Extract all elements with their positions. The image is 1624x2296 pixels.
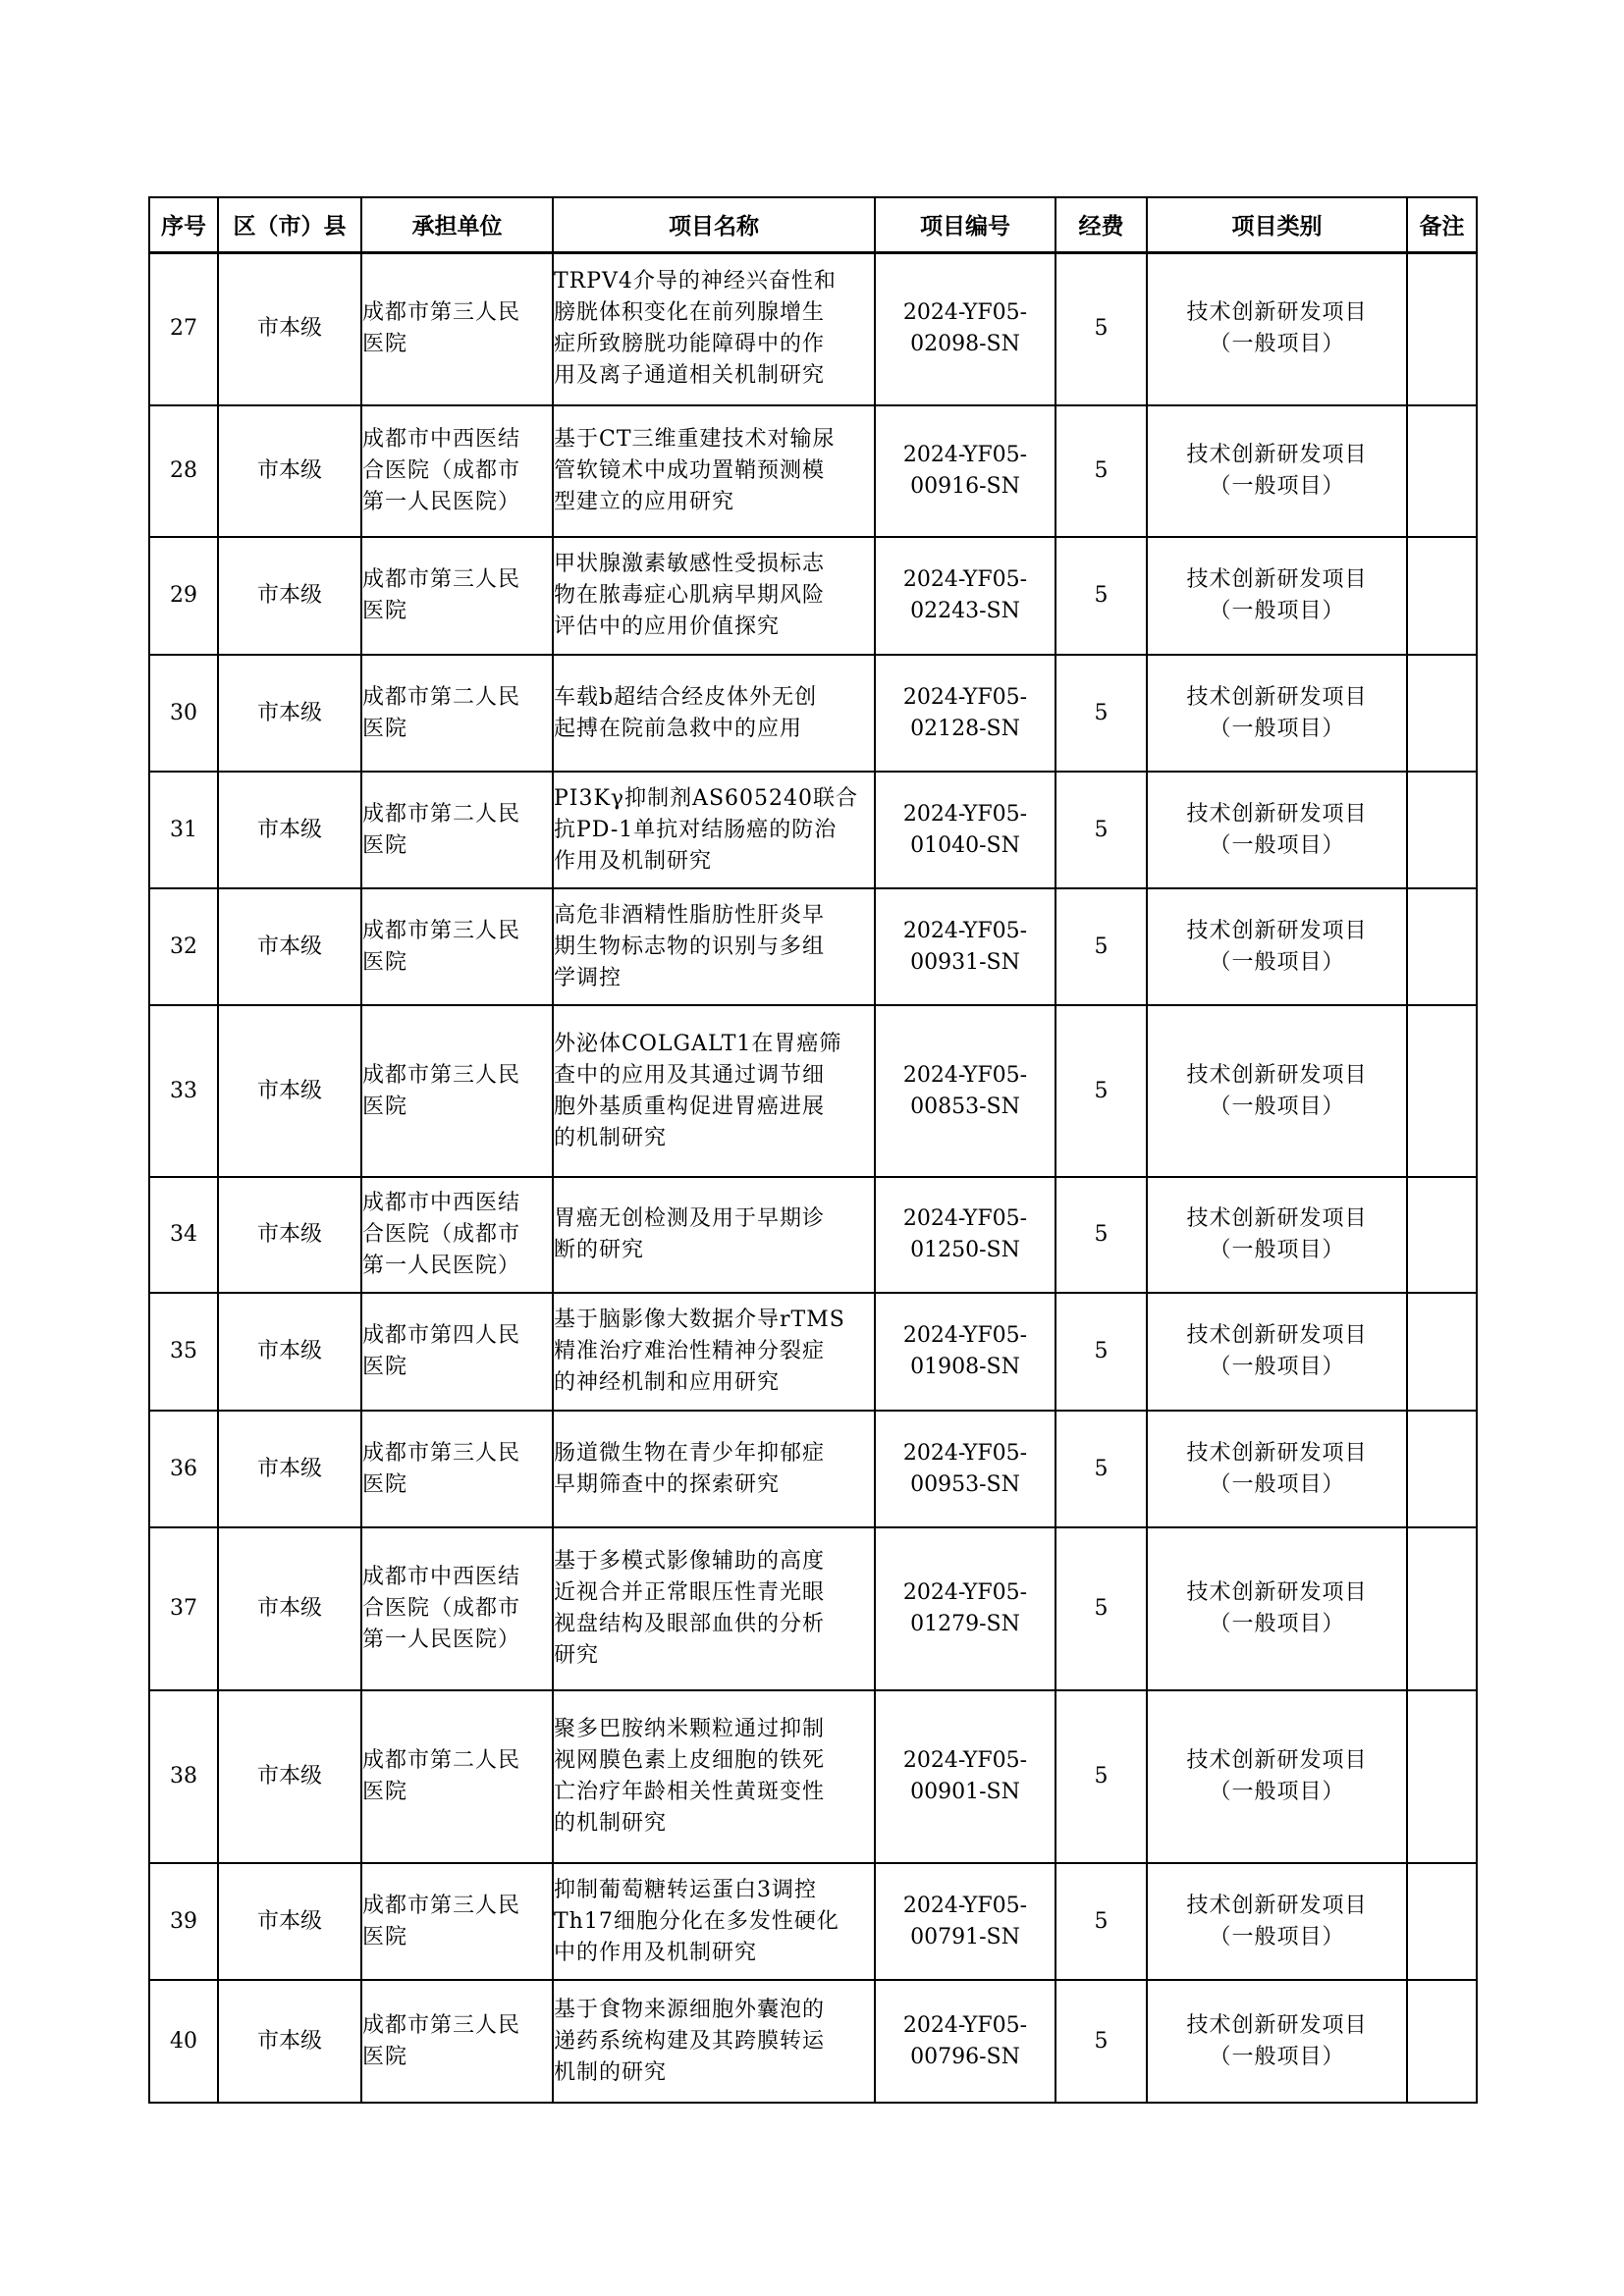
project-name-line: 视网膜色素上皮细胞的铁死 — [554, 1748, 826, 1773]
project-name-cell — [553, 1005, 875, 1177]
project-name-line: 肠道微生物在青少年抑郁症 — [554, 1440, 826, 1466]
project-code-line: 00916-SN — [910, 474, 1020, 499]
project-code-line: 00901-SN — [910, 1780, 1020, 1804]
funding-cell: 5 — [1056, 1005, 1147, 1177]
project-name-line: 研究 — [554, 1643, 600, 1668]
project-category-line: 技术创新研发项目 — [1186, 2012, 1368, 2038]
table-row — [149, 1177, 1477, 1293]
project-category-cell — [1147, 537, 1407, 655]
district-cell: 市本级 — [218, 1527, 361, 1690]
district-cell: 市本级 — [218, 1293, 361, 1411]
unit-line: 成都市第二人民 — [362, 1748, 521, 1773]
unit-line: 医院 — [362, 1471, 408, 1497]
unit-line: 成都市中西医结 — [362, 1191, 521, 1215]
undertaking-unit-cell — [361, 405, 553, 537]
header-remark: 备注 — [1407, 197, 1477, 252]
table-row — [149, 1690, 1477, 1863]
unit-line: 医院 — [362, 1780, 408, 1804]
table-row — [149, 888, 1477, 1005]
serial-no-cell: 37 — [149, 1527, 218, 1690]
unit-line: 第一人民医院） — [362, 1254, 521, 1278]
serial-no-cell: 40 — [149, 1980, 218, 2103]
funding-cell: 5 — [1056, 1293, 1147, 1411]
project-name-cell — [553, 1411, 875, 1527]
project-code-line: 01040-SN — [910, 832, 1020, 858]
project-name-cell — [553, 1293, 875, 1411]
undertaking-unit-cell — [361, 1005, 553, 1177]
project-code-cell — [875, 1690, 1056, 1863]
project-code-cell — [875, 1177, 1056, 1293]
project-code-line: 02098-SN — [910, 332, 1020, 357]
district-cell: 市本级 — [218, 655, 361, 772]
project-name-line: 中的作用及机制研究 — [554, 1940, 758, 1965]
project-code-cell — [875, 405, 1056, 537]
table-row — [149, 1863, 1477, 1980]
remark-cell — [1407, 252, 1477, 405]
district-cell: 市本级 — [218, 1863, 361, 1980]
project-category-line: （一般项目） — [1209, 832, 1345, 858]
district-cell: 市本级 — [218, 1411, 361, 1527]
district-cell: 市本级 — [218, 1005, 361, 1177]
project-name-cell — [553, 252, 875, 405]
project-category-line: 技术创新研发项目 — [1186, 1206, 1368, 1231]
project-category-line: （一般项目） — [1209, 1780, 1345, 1804]
funding-cell: 5 — [1056, 655, 1147, 772]
project-category-line: （一般项目） — [1209, 1238, 1345, 1262]
project-name-line: 抑制葡萄糖转运蛋白3调控 — [554, 1877, 817, 1902]
project-code-line: 2024-YF05- — [902, 2012, 1028, 2038]
project-code-cell — [875, 1527, 1056, 1690]
unit-line: 医院 — [362, 716, 408, 741]
project-code-line: 2024-YF05- — [902, 300, 1028, 326]
project-name-line: 断的研究 — [554, 1238, 645, 1262]
project-code-cell — [875, 1005, 1056, 1177]
project-category-cell — [1147, 1005, 1407, 1177]
remark-cell — [1407, 1177, 1477, 1293]
unit-line: 医院 — [362, 1094, 408, 1119]
remark-cell — [1407, 1690, 1477, 1863]
table-row — [149, 405, 1477, 537]
project-name-line: 型建立的应用研究 — [554, 490, 735, 514]
project-code-cell — [875, 1293, 1056, 1411]
funding-cell: 5 — [1056, 252, 1147, 405]
unit-line: 合医院（成都市 — [362, 458, 521, 483]
header-serial-no: 序号 — [149, 197, 218, 252]
project-category-cell — [1147, 1293, 1407, 1411]
project-list-table — [148, 196, 1478, 2104]
project-name-line: 的机制研究 — [554, 1125, 668, 1150]
project-code-line: 2024-YF05- — [902, 918, 1028, 943]
unit-line: 医院 — [362, 1924, 408, 1949]
project-code-cell — [875, 252, 1056, 405]
project-code-cell — [875, 888, 1056, 1005]
project-code-line: 2024-YF05- — [902, 684, 1028, 710]
project-name-cell — [553, 655, 875, 772]
project-code-line: 2024-YF05- — [902, 1062, 1028, 1088]
project-category-line: 技术创新研发项目 — [1186, 1062, 1368, 1088]
project-category-line: （一般项目） — [1209, 949, 1345, 975]
project-code-cell — [875, 1980, 1056, 2103]
unit-line: 成都市第三人民 — [362, 918, 521, 943]
project-category-cell — [1147, 1527, 1407, 1690]
project-category-line: 技术创新研发项目 — [1186, 1440, 1368, 1466]
remark-cell — [1407, 537, 1477, 655]
project-category-line: （一般项目） — [1209, 716, 1345, 741]
project-code-line: 01908-SN — [910, 1355, 1020, 1379]
unit-line: 第一人民医院） — [362, 1628, 521, 1652]
unit-line: 医院 — [362, 832, 408, 858]
serial-no-cell: 31 — [149, 772, 218, 888]
funding-cell: 5 — [1056, 1527, 1147, 1690]
serial-no-cell: 32 — [149, 888, 218, 1005]
project-name-line: 评估中的应用价值探究 — [554, 614, 781, 639]
table-row — [149, 1980, 1477, 2103]
table-row — [149, 772, 1477, 888]
project-name-line: 症所致膀胱功能障碍中的作 — [554, 332, 826, 357]
undertaking-unit-cell — [361, 1527, 553, 1690]
project-name-line: 作用及机制研究 — [554, 848, 713, 874]
project-category-line: 技术创新研发项目 — [1186, 918, 1368, 943]
remark-cell — [1407, 1527, 1477, 1690]
header-project-category: 项目类别 — [1147, 197, 1407, 252]
district-cell: 市本级 — [218, 405, 361, 537]
table-body — [149, 252, 1477, 2103]
remark-cell — [1407, 1293, 1477, 1411]
unit-line: 成都市第三人民 — [362, 1893, 521, 1918]
project-category-cell — [1147, 1411, 1407, 1527]
project-category-cell — [1147, 1863, 1407, 1980]
project-name-line: 高危非酒精性脂肪性肝炎早 — [554, 902, 826, 928]
project-category-line: 技术创新研发项目 — [1186, 567, 1368, 592]
remark-cell — [1407, 405, 1477, 537]
project-category-line: 技术创新研发项目 — [1186, 443, 1368, 467]
unit-line: 成都市中西医结 — [362, 427, 521, 452]
project-category-cell — [1147, 252, 1407, 405]
project-category-line: 技术创新研发项目 — [1186, 684, 1368, 710]
district-cell: 市本级 — [218, 252, 361, 405]
project-category-line: 技术创新研发项目 — [1186, 1748, 1368, 1773]
remark-cell — [1407, 1005, 1477, 1177]
project-category-line: （一般项目） — [1209, 474, 1345, 499]
project-category-line: 技术创新研发项目 — [1186, 1580, 1368, 1605]
project-code-line: 2024-YF05- — [902, 1323, 1028, 1348]
table-row — [149, 252, 1477, 405]
project-category-line: 技术创新研发项目 — [1186, 1893, 1368, 1918]
project-code-line: 2024-YF05- — [902, 567, 1028, 592]
table-row — [149, 1411, 1477, 1527]
project-category-line: 技术创新研发项目 — [1186, 1323, 1368, 1348]
unit-line: 成都市第三人民 — [362, 1062, 521, 1088]
project-name-cell — [553, 1863, 875, 1980]
project-name-line: 精准治疗难治性精神分裂症 — [554, 1339, 826, 1363]
project-name-line: 视盘结构及眼部血供的分析 — [554, 1612, 826, 1636]
project-name-cell — [553, 1980, 875, 2103]
project-name-line: 物在脓毒症心肌病早期风险 — [554, 583, 826, 608]
project-name-line: TRPV4介导的神经兴奋性和 — [554, 269, 837, 294]
district-cell: 市本级 — [218, 888, 361, 1005]
header-funding: 经费 — [1056, 197, 1147, 252]
project-name-cell — [553, 1527, 875, 1690]
funding-cell: 5 — [1056, 1177, 1147, 1293]
table-row — [149, 1005, 1477, 1177]
project-name-line: 聚多巴胺纳米颗粒通过抑制 — [554, 1717, 826, 1741]
project-category-cell — [1147, 1177, 1407, 1293]
unit-line: 成都市第三人民 — [362, 300, 521, 326]
project-name-line: 胞外基质重构促进胃癌进展 — [554, 1094, 826, 1119]
undertaking-unit-cell — [361, 1863, 553, 1980]
project-name-line: 外泌体COLGALT1在胃癌筛 — [554, 1031, 842, 1056]
unit-line: 医院 — [362, 949, 408, 975]
table-row — [149, 1527, 1477, 1690]
undertaking-unit-cell — [361, 1293, 553, 1411]
project-name-cell — [553, 888, 875, 1005]
serial-no-cell: 30 — [149, 655, 218, 772]
district-cell: 市本级 — [218, 772, 361, 888]
project-name-line: 早期筛查中的探索研究 — [554, 1471, 781, 1497]
undertaking-unit-cell — [361, 772, 553, 888]
project-code-line: 2024-YF05- — [902, 1206, 1028, 1231]
serial-no-cell: 29 — [149, 537, 218, 655]
serial-no-cell: 38 — [149, 1690, 218, 1863]
funding-cell: 5 — [1056, 1863, 1147, 1980]
project-code-cell — [875, 537, 1056, 655]
project-name-line: 基于CT三维重建技术对输尿 — [554, 427, 836, 452]
header-undertaking-unit: 承担单位 — [361, 197, 553, 252]
undertaking-unit-cell — [361, 655, 553, 772]
project-name-cell — [553, 537, 875, 655]
serial-no-cell: 34 — [149, 1177, 218, 1293]
project-code-line: 00791-SN — [910, 1924, 1020, 1949]
project-name-line: 车载b超结合经皮体外无创 — [554, 684, 818, 710]
serial-no-cell: 27 — [149, 252, 218, 405]
project-name-line: 甲状腺激素敏感性受损标志 — [554, 552, 826, 576]
project-name-line: 基于食物来源细胞外囊泡的 — [554, 1997, 826, 2022]
undertaking-unit-cell — [361, 537, 553, 655]
project-code-line: 01250-SN — [910, 1238, 1020, 1262]
project-category-line: （一般项目） — [1209, 332, 1345, 357]
undertaking-unit-cell — [361, 1980, 553, 2103]
unit-line: 医院 — [362, 332, 408, 357]
header-project-code: 项目编号 — [875, 197, 1056, 252]
project-code-line: 01279-SN — [910, 1612, 1020, 1636]
project-category-line: （一般项目） — [1209, 599, 1345, 623]
project-code-cell — [875, 772, 1056, 888]
funding-cell: 5 — [1056, 537, 1147, 655]
project-name-line: 查中的应用及其通过调节细 — [554, 1062, 826, 1088]
undertaking-unit-cell — [361, 252, 553, 405]
project-code-cell — [875, 1863, 1056, 1980]
unit-line: 医院 — [362, 2044, 408, 2069]
unit-line: 成都市第二人民 — [362, 684, 521, 710]
undertaking-unit-cell — [361, 888, 553, 1005]
district-cell: 市本级 — [218, 1690, 361, 1863]
project-category-cell — [1147, 405, 1407, 537]
project-name-line: 学调控 — [554, 965, 623, 990]
project-name-line: 抗PD-1单抗对结肠癌的防治 — [554, 817, 838, 842]
project-category-line: （一般项目） — [1209, 1924, 1345, 1949]
remark-cell — [1407, 888, 1477, 1005]
unit-line: 成都市第三人民 — [362, 567, 521, 592]
remark-cell — [1407, 772, 1477, 888]
project-name-cell — [553, 772, 875, 888]
serial-no-cell: 39 — [149, 1863, 218, 1980]
project-name-line: 起搏在院前急救中的应用 — [554, 716, 803, 741]
unit-line: 第一人民医院） — [362, 490, 521, 514]
project-code-line: 00931-SN — [910, 949, 1020, 975]
unit-line: 合医院（成都市 — [362, 1596, 521, 1621]
table-row — [149, 655, 1477, 772]
project-code-line: 2024-YF05- — [902, 1748, 1028, 1773]
table-row — [149, 537, 1477, 655]
serial-no-cell: 33 — [149, 1005, 218, 1177]
table-header-row — [149, 197, 1477, 252]
project-category-line: （一般项目） — [1209, 1094, 1345, 1119]
project-name-line: 基于多模式影像辅助的高度 — [554, 1549, 826, 1574]
funding-cell: 5 — [1056, 405, 1147, 537]
project-name-line: 近视合并正常眼压性青光眼 — [554, 1580, 826, 1605]
remark-cell — [1407, 655, 1477, 772]
project-category-line: （一般项目） — [1209, 1612, 1345, 1636]
project-name-line: 的机制研究 — [554, 1811, 668, 1836]
project-code-line: 00953-SN — [910, 1471, 1020, 1497]
header-project-name: 项目名称 — [553, 197, 875, 252]
project-name-cell — [553, 1690, 875, 1863]
project-code-line: 00796-SN — [910, 2044, 1020, 2069]
project-name-line: 的神经机制和应用研究 — [554, 1370, 781, 1395]
unit-line: 成都市第三人民 — [362, 1440, 521, 1466]
project-code-cell — [875, 1411, 1056, 1527]
district-cell: 市本级 — [218, 1177, 361, 1293]
serial-no-cell: 35 — [149, 1293, 218, 1411]
project-category-line: 技术创新研发项目 — [1186, 801, 1368, 827]
funding-cell: 5 — [1056, 888, 1147, 1005]
project-category-cell — [1147, 772, 1407, 888]
project-code-line: 00853-SN — [910, 1094, 1020, 1119]
project-name-line: 递药系统构建及其跨膜转运 — [554, 2028, 826, 2054]
project-category-cell — [1147, 888, 1407, 1005]
project-category-line: （一般项目） — [1209, 1355, 1345, 1379]
project-code-line: 2024-YF05- — [902, 801, 1028, 827]
unit-line: 成都市中西医结 — [362, 1565, 521, 1589]
project-code-line: 2024-YF05- — [902, 1893, 1028, 1918]
project-code-line: 02128-SN — [910, 716, 1020, 741]
remark-cell — [1407, 1980, 1477, 2103]
project-code-line: 2024-YF05- — [902, 1580, 1028, 1605]
undertaking-unit-cell — [361, 1690, 553, 1863]
project-category-line: （一般项目） — [1209, 1471, 1345, 1497]
table-row — [149, 1293, 1477, 1411]
undertaking-unit-cell — [361, 1177, 553, 1293]
unit-line: 成都市第二人民 — [362, 801, 521, 827]
project-code-line: 2024-YF05- — [902, 1440, 1028, 1466]
unit-line: 合医院（成都市 — [362, 1222, 521, 1247]
remark-cell — [1407, 1863, 1477, 1980]
project-name-line: 管软镜术中成功置鞘预测模 — [554, 458, 826, 483]
project-name-line: 期生物标志物的识别与多组 — [554, 934, 826, 959]
unit-line: 医院 — [362, 599, 408, 623]
funding-cell: 5 — [1056, 1411, 1147, 1527]
project-code-cell — [875, 655, 1056, 772]
project-name-line: 膀胱体积变化在前列腺增生 — [554, 300, 826, 326]
funding-cell: 5 — [1056, 772, 1147, 888]
project-category-cell — [1147, 655, 1407, 772]
project-category-cell — [1147, 1980, 1407, 2103]
project-name-line: 机制的研究 — [554, 2059, 668, 2085]
project-name-line: 基于脑影像大数据介导rTMS — [554, 1308, 845, 1332]
unit-line: 成都市第四人民 — [362, 1323, 521, 1348]
project-code-line: 02243-SN — [910, 599, 1020, 623]
unit-line: 成都市第三人民 — [362, 2012, 521, 2038]
project-code-line: 2024-YF05- — [902, 443, 1028, 467]
project-name-cell — [553, 405, 875, 537]
funding-cell: 5 — [1056, 1980, 1147, 2103]
serial-no-cell: 36 — [149, 1411, 218, 1527]
project-name-line: 胃癌无创检测及用于早期诊 — [554, 1206, 826, 1231]
project-name-line: 用及离子通道相关机制研究 — [554, 363, 826, 389]
project-name-line: 亡治疗年龄相关性黄斑变性 — [554, 1780, 826, 1804]
project-category-line: 技术创新研发项目 — [1186, 300, 1368, 326]
project-category-cell — [1147, 1690, 1407, 1863]
project-name-line: Th17细胞分化在多发性硬化 — [554, 1908, 839, 1934]
undertaking-unit-cell — [361, 1411, 553, 1527]
header-district: 区（市）县 — [218, 197, 361, 252]
district-cell: 市本级 — [218, 537, 361, 655]
project-name-line: PI3Kγ抑制剂AS605240联合 — [554, 785, 859, 811]
district-cell: 市本级 — [218, 1980, 361, 2103]
unit-line: 医院 — [362, 1355, 408, 1379]
remark-cell — [1407, 1411, 1477, 1527]
funding-cell: 5 — [1056, 1690, 1147, 1863]
project-name-cell — [553, 1177, 875, 1293]
project-category-line: （一般项目） — [1209, 2044, 1345, 2069]
serial-no-cell: 28 — [149, 405, 218, 537]
